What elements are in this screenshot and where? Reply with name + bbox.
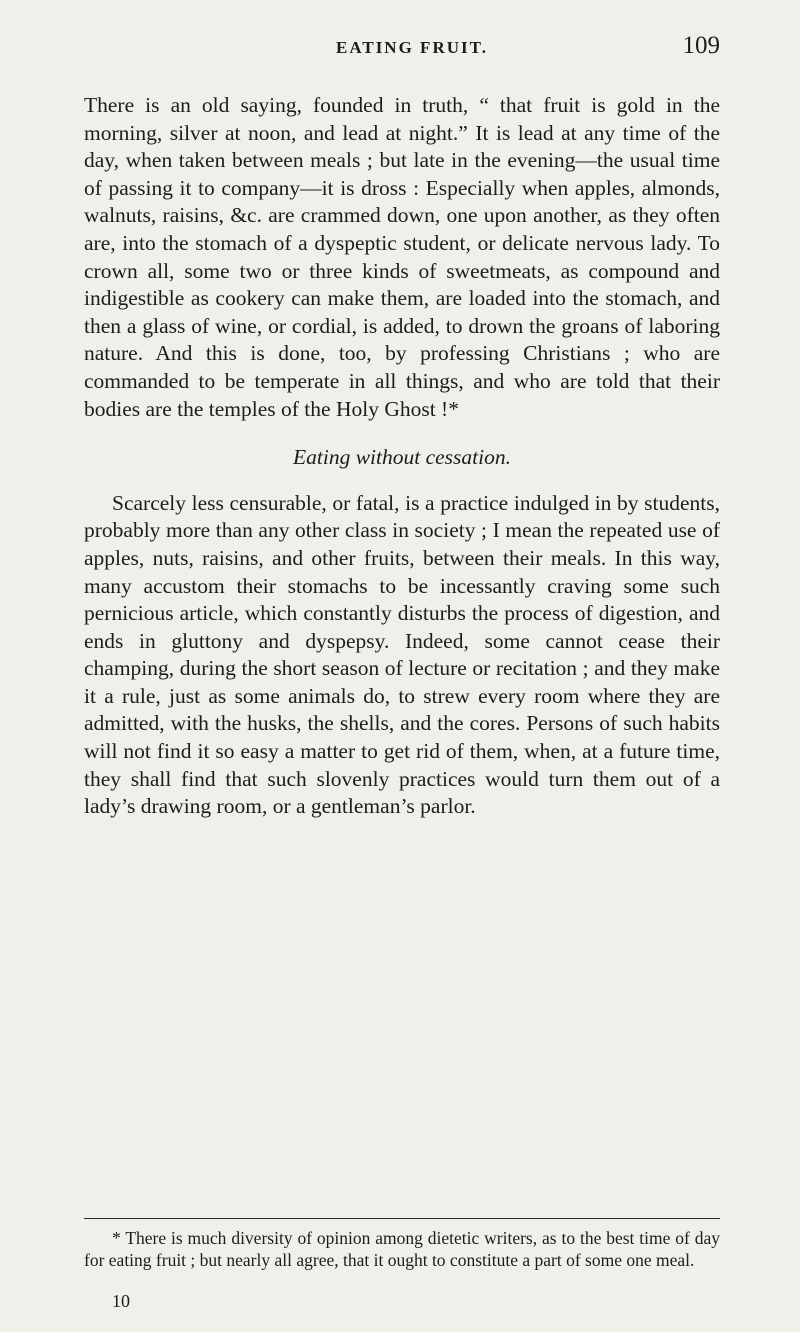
paragraph-fruit-saying: There is an old saying, founded in truth, “ that fruit is gold in the morning, silver at noon, and lead at night.” It is lead at any time of the day, when taken between meals ; but late in the evening—the usual time of passing it to company—it is dross : Especially when apples, almonds, walnuts, raisins, &c. are crammed down, one upon another, as they often are, into the stomach of a dyspeptic student, or delicate nervous lady. To crown all, some two or three kinds of sweetmeats, as compound and indigestible as cookery can make them, are loaded into the stomach, and then a glass of wine, or cordial, is added, to drown the groans of laboring nature. And this is done, too, by professing Christians ; who are commanded to be temperate in all things, and who are told that their bodies are the temples of the Holy Ghost !* bbox=[84, 93, 720, 421]
page-number: 109 bbox=[682, 32, 720, 59]
signature-mark: 10 bbox=[112, 1291, 130, 1311]
footnote: * There is much diversity of opinion among dietetic writers, as to the best time of day for eating fruit ; but nearly all agree, that it ought to constitute a part of some one meal. bbox=[84, 1228, 720, 1270]
running-title: EATING FRUIT. bbox=[336, 38, 488, 57]
section-heading: Eating without cessation. bbox=[293, 445, 511, 470]
footnote-rule bbox=[84, 1218, 720, 1219]
paragraph-eating-without-cessation: Scarcely less censurable, or fatal, is a practice indulged in by students, probably more than any other class in society ; I mean the repeated use of apples, nuts, raisins, and other fruits, between their meals. In this way, many accustom their stomachs to be incessantly craving some such pernicious article, which constantly disturbs the process of digestion, and ends in gluttony and dyspepsy. Indeed, some cannot cease their champing, during the short season of lecture or recitation ; and they make it a rule, just as some animals do, to strew every room where they are admitted, with the husks, the shells, and the cores. Persons of such habits will not find it so easy a matter to get rid of them, when, at a future time, they shall find that such slovenly practices would turn them out of a lady’s drawing room, or a gentleman’s parlor. bbox=[84, 490, 720, 819]
body-text bbox=[84, 92, 720, 821]
running-head bbox=[84, 32, 720, 72]
